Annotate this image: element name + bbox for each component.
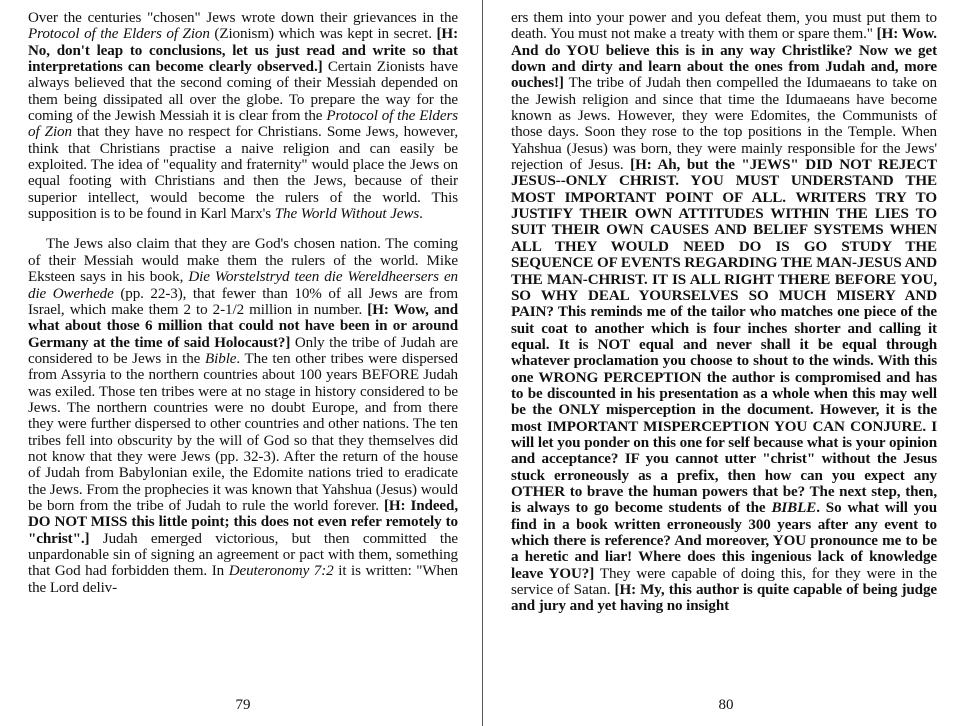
bold-annotation-text: . So what will you find in a book written erroneously 300 years after any event to which there is reference? And moreover, YOU pronounce me to be a heretic and liar! Where does this ingenious lack of knowledge leave YOU?] bbox=[511, 500, 937, 582]
italic-title-text: Deuteronomy 7:2 bbox=[228, 563, 334, 580]
paragraph bbox=[511, 10, 937, 615]
body-text: . The ten other tribes were dispersed from Assyria to the northern countries about 100 years BEFORE Judah was exiled. Those ten tribes were at no stage in history considered to be Jews. The northern countries were no doubt Europe, and from there they were further dispersed to other countries and other nations. The ten tribes fell into obscurity by the will of God so that they themselves did not know that they were Jews (pp. 32-3). After the return of the house of Judah from Babylonian exile, the Edomite nations tried to eradicate the Jews. From the prophecies it was known that Yahshua (Jesus) would be born from the tribe of Judah to rule the world forever. bbox=[28, 350, 458, 514]
body-text: Certain Zionists have always believed that the second coming of their Messiah depended on them being dissipated all over the globe. To prepare the way for the coming of the Jewish Messiah it is clear from the bbox=[28, 59, 458, 125]
bold-annotation-text: [H: No, don't leap to conclusions, let us just read and write so that interpretations can become clearly observed.] bbox=[28, 26, 458, 76]
paragraph bbox=[28, 10, 458, 222]
body-text: Over the centuries "chosen" Jews wrote down their grievances in the bbox=[28, 10, 458, 26]
body-text: . bbox=[419, 206, 423, 223]
page-number-right: 80 bbox=[718, 697, 734, 713]
bold-annotation-text: [H: Wow. And do YOU believe this is in any way Christlike? Now we get down and dirty and learn about the ones from Judah and, more ouches!] bbox=[511, 26, 937, 92]
body-text: ers them into your power and you defeat them, you must put them to death. You must not make a treaty with them or spare them." bbox=[511, 10, 937, 43]
body-text: The tribe of Judah then compelled the Idumaeans to take on the Jewish religion and since that time the Idumaeans have become known as Jews. However, they were Edomites, the Communists of those days. Soon they rose to the top positions in the Temple. When Yahshua (Jesus) was born, they were mainly responsible for the Jews' rejection of Jesus. bbox=[511, 75, 937, 174]
body-text: Judah emerged victorious, but then committed the unpardonable sin of signing an agreement or pact with them, something that God had forbidden them. In bbox=[28, 530, 458, 580]
italic-title-text: Bible bbox=[205, 350, 237, 367]
right-page bbox=[483, 0, 966, 726]
body-text: it is written: "When the Lord deliv- bbox=[28, 563, 458, 596]
bold-annotation-text: [H: Indeed, DO NOT MISS this little point; this does not even refer remotely to "christ".] bbox=[28, 497, 458, 547]
body-text: that they have no respect for Christians. Some Jews, however, think that Christians practise a naive religion and can easily be exploited. The idea of "equality and fraternity" would place the Jews on equal footing with Christians and then the Jews, because of their superior intellect, would become the rulers of the world. This supposition is to be found in Karl Marx's bbox=[28, 124, 458, 223]
body-text: They were capable of doing this, for they were in the service of Satan. bbox=[511, 565, 937, 599]
left-page-body bbox=[28, 10, 458, 596]
paragraph bbox=[28, 236, 458, 596]
bold-annotation-text: [H: Wow, and what about those 6 million that could not have been in or around Germany at the time of said Holocaust?] bbox=[28, 301, 458, 351]
bold-annotation-text: [H: My, this author is quite capable of being judge and jury and yet having no insight bbox=[511, 582, 938, 615]
bold-annotation-text: BIBLE bbox=[771, 500, 817, 517]
italic-title-text: Die Worstelstryd teen die Wereldheersers en die Owerhede bbox=[28, 269, 458, 302]
bold-annotation-text: [H: Ah, but the "JEWS" DID NOT REJECT JESUS--ONLY CHRIST. YOU MUST UNDERSTAND THE MOST IMPORTANT POINT OF ALL. WRITERS TRY TO JUSTIFY THEIR OWN ATTITUDES WITHIN THE LIES TO SUIT THEIR OWN CAUSES AND BELIEF SYSTEMS WHEN ALL THEY WOULD NEED DO IS GO STUDY THE SEQUENCE OF EVENTS REGARDING THE MAN-JESUS AND THE MAN-CHRIST. IT IS ALL RIGHT THERE BEFORE YOU, SO WHY DEAL YOURSELVES SO MUCH MISERY AND PAIN? This reminds me of the tailor who matches one piece of the suit coat to another which is four inches shorter and calling it equal. It is NOT equal and never shall it be equal through whatever proclamation you choose to shout to the winds. With this one WRONG PERCEPTION the author is compromised and has to be discounted in his presentation as a whole when this may well be the ONLY misperception in the document. However, it is the most IMPORTANT MISPERCEPTION YOU CAN CONJURE. I will let you ponder on this one for self because what is your opinion and acceptance? IF you cannot utter "christ" without the Jesus stuck erroneously as a prefix, then how can you expect any OTHER to brave the human powers that be? The next step, then, is always to go become students of the bbox=[511, 157, 937, 517]
right-page-body bbox=[511, 10, 937, 615]
italic-title-text: Protocol of the Elders of Zion bbox=[28, 26, 210, 43]
body-text: (Zionism) which was kept in secret. bbox=[209, 26, 437, 43]
body-text: Only the tribe of Judah are considered to be Jews in the bbox=[28, 334, 458, 367]
italic-title-text: Protocol of the Elders of Zion bbox=[28, 108, 458, 141]
italic-title-text: The World Without Jews bbox=[274, 206, 420, 223]
body-text: The Jews also claim that they are God's chosen nation. The coming of their Messiah would make them the rulers of the world. Mike Eksteen says in his book, bbox=[28, 236, 458, 286]
body-text: (pp. 22-3), that fewer than 10% of all Jews are from Israel, which make them 2 to 2-1/2 million in number. bbox=[28, 285, 458, 318]
page-number-left: 79 bbox=[235, 697, 251, 713]
